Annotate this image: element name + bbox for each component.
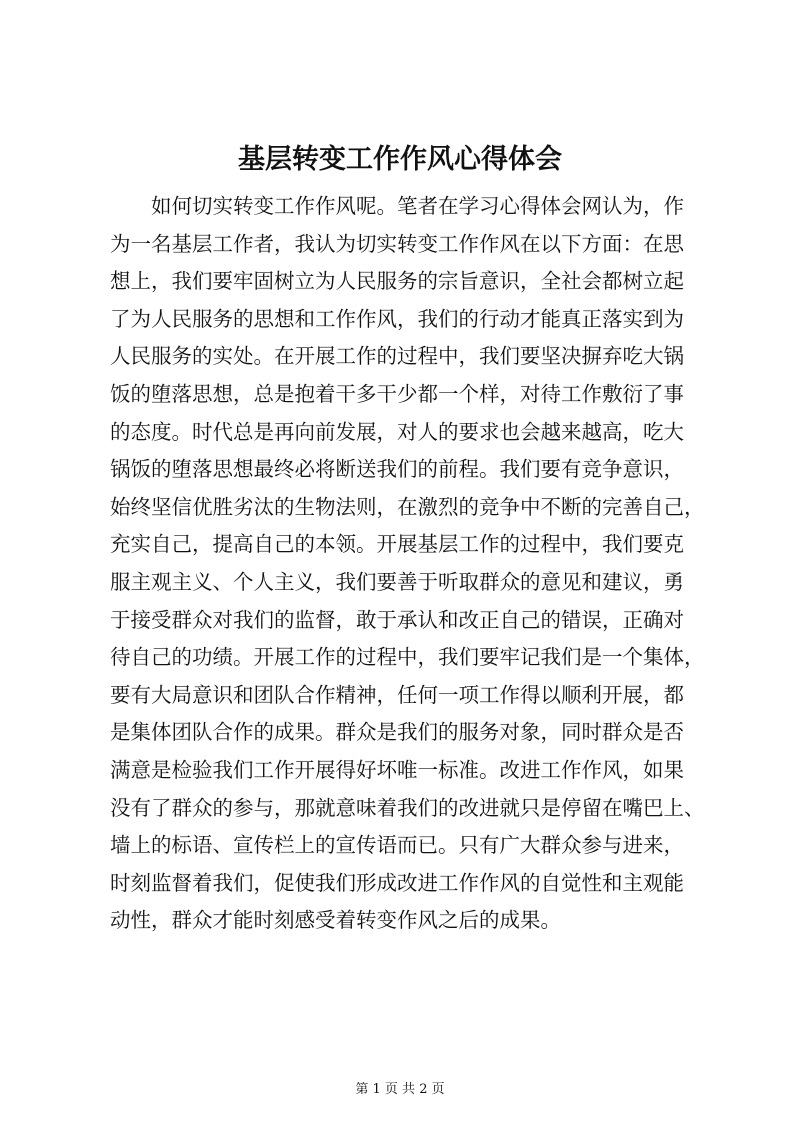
text-line: 动性，群众才能时刻感受着转变作风之后的成果。 <box>110 908 561 933</box>
text-line: 充实自己，提高自己的本领。开展基层工作的过程中，我们要克 <box>110 532 684 557</box>
text-line: 人民服务的实处。在开展工作的过程中，我们要坚决摒弃吃大锅 <box>110 344 684 369</box>
text-line: 了为人民服务的思想和工作作风，我们的行动才能真正落实到为 <box>110 306 684 331</box>
text-line: 没有了群众的参与，那就意味着我们的改进就只是停留在嘴巴上、 <box>110 795 705 820</box>
text-line: 是集体团队合作的成果。群众是我们的服务对象，同时群众是否 <box>110 720 684 745</box>
text-line: 墙上的标语、宣传栏上的宣传语而已。只有广大群众参与进来， <box>110 833 684 858</box>
text-line: 的态度。时代总是再向前发展，对人的要求也会越来越高，吃大 <box>110 419 684 444</box>
body-paragraph <box>110 188 705 940</box>
text-line: 想上，我们要牢固树立为人民服务的宗旨意识，全社会都树立起 <box>110 269 684 294</box>
text-line: 饭的堕落思想，总是抱着干多干少都一个样，对待工作敷衍了事 <box>110 381 684 406</box>
text-line: 时刻监督着我们，促使我们形成改进工作作风的自觉性和主观能 <box>110 870 684 895</box>
page-number-footer: 第 1 页 共 2 页 <box>355 1082 445 1097</box>
text-line: 于接受群众对我们的监督，敢于承认和改正自己的错误，正确对 <box>110 607 684 632</box>
text-line: 要有大局意识和团队合作精神，任何一项工作得以顺利开展，都 <box>110 682 684 707</box>
page-title: 基层转变工作作风心得体会 <box>238 144 562 175</box>
text-line: 为一名基层工作者，我认为切实转变工作作风在以下方面：在思 <box>110 231 684 256</box>
text-line: 始终坚信优胜劣汰的生物法则，在激烈的竞争中不断的完善自己， <box>110 494 705 519</box>
text-line: 如何切实转变工作作风呢。笔者在学习心得体会网认为，作 <box>151 194 684 218</box>
text-line: 待自己的功绩。开展工作的过程中，我们要牢记我们是一个集体， <box>110 645 705 670</box>
text-line: 满意是检验我们工作开展得好坏唯一标准。改进工作作风，如果 <box>110 757 684 782</box>
text-line: 服主观主义、个人主义，我们要善于听取群众的意见和建议，勇 <box>110 569 684 594</box>
text-line: 锅饭的堕落思想最终必将断送我们的前程。我们要有竞争意识， <box>110 457 684 482</box>
